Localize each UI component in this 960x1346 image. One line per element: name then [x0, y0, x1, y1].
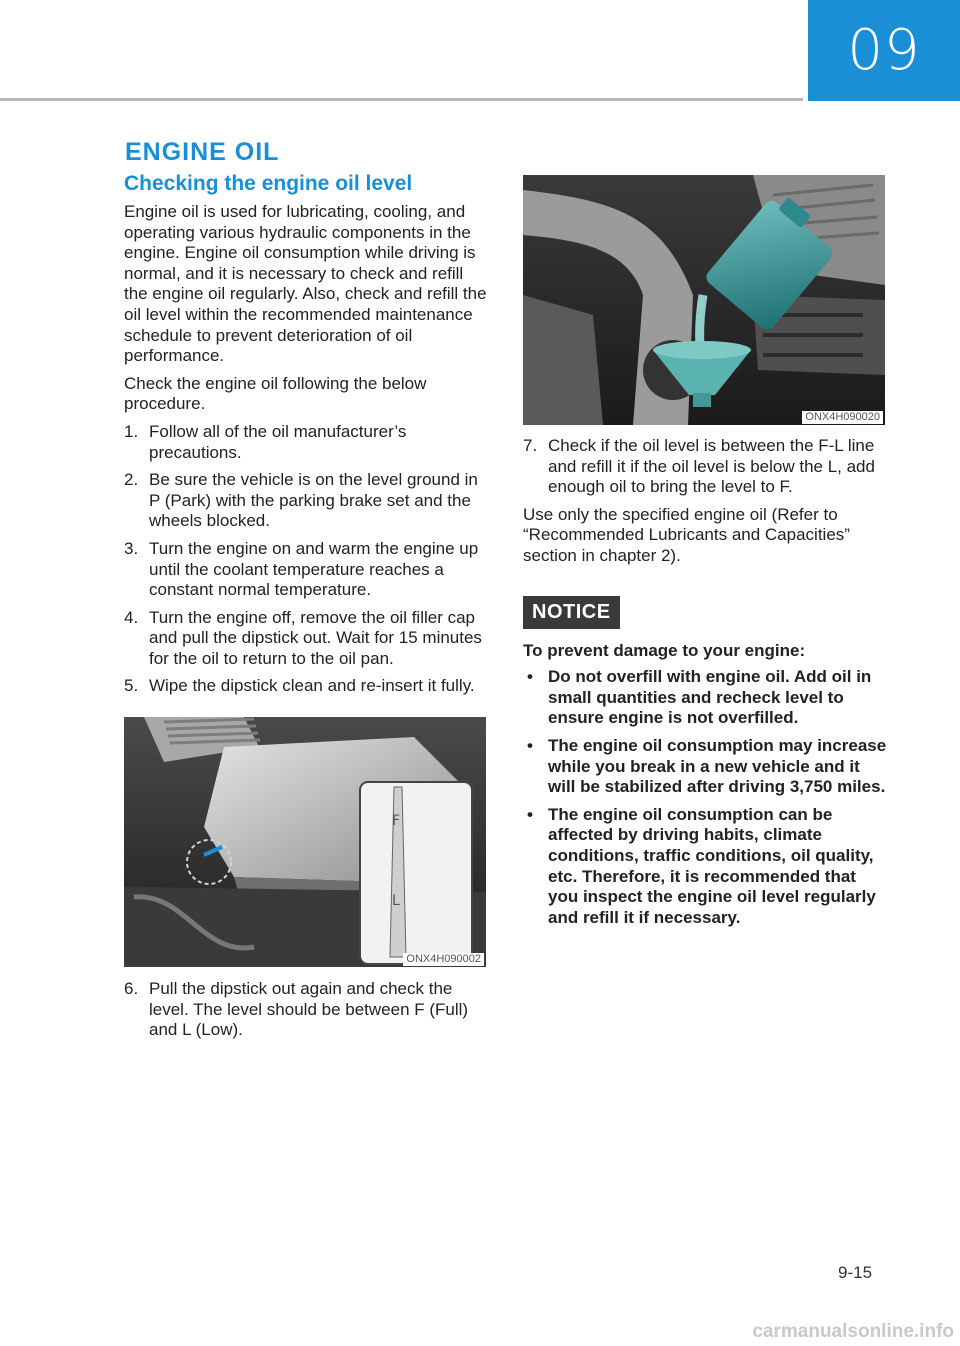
step-5 — [124, 676, 488, 697]
step-text: Follow all of the oil manufacturer’s precautions. — [149, 421, 407, 462]
header-rule — [0, 98, 803, 101]
chapter-tab: 09 — [808, 0, 960, 101]
bullet-text: The engine oil consumption can be affected by driving habits, climate conditions, traffic conditions, oil quality, etc. Therefore, it is recommended that you inspect the engine oil level regularly and refill it if necessary. — [548, 804, 876, 927]
section-title: ENGINE OIL — [125, 138, 280, 166]
step-number: 3. — [124, 538, 139, 558]
spec-paragraph: Use only the specified engine oil (Refer to “Recommended Lubricants and Capacities” section in chapter 2). — [523, 504, 850, 565]
step-number: 6. — [124, 979, 139, 999]
step-4 — [124, 608, 488, 670]
bullet-text: The engine oil consumption may increase while you break in a new vehicle and it will be stabilized after driving 3,750 miles. — [548, 735, 887, 797]
figure-code: ONX4H090020 — [802, 411, 883, 424]
notice-badge: NOTICE — [523, 596, 620, 629]
step-text: Be sure the vehicle is on the level ground in P (Park) with the parking brake set and the wheels blocked. — [149, 470, 478, 531]
step-number: 7. — [523, 436, 538, 455]
step-number: 5. — [124, 676, 139, 696]
watermark: carmanualsonline.info — [752, 1321, 954, 1342]
step-1 — [124, 422, 488, 463]
bullet-dot: • — [527, 667, 533, 687]
step-text: Pull the dipstick out again and check the level. The level should be between F (Full) and L (Low). — [149, 979, 469, 1040]
step-number: 1. — [124, 421, 139, 441]
dipstick-figure — [124, 717, 486, 967]
step-7 — [523, 436, 887, 498]
step-number: 4. — [124, 607, 139, 627]
step-text: Turn the engine on and warm the engine up until the coolant temperature reaches a constant normal temperature. — [149, 538, 479, 600]
bullet-dot: • — [527, 804, 533, 824]
subtitle: Checking the engine oil level — [124, 172, 413, 195]
f-mark: F — [392, 813, 401, 830]
step-number: 2. — [124, 470, 139, 490]
step-text: Wipe the dipstick clean and re-insert it fully. — [149, 676, 475, 696]
notice-bullet — [523, 667, 887, 729]
step-text: Check if the oil level is between the F-L line and refill it if the oil level is below the L, add enough oil to bring the level to F. — [548, 436, 875, 497]
oil-refill-illustration — [523, 175, 885, 425]
step-6 — [124, 979, 488, 1041]
notice-bullet — [523, 736, 887, 798]
bullet-text: Do not overfill with engine oil. Add oil in small quantities and recheck level to ensure engine is not overfilled. — [548, 667, 872, 728]
procedure-intro: Check the engine oil following the below procedure. — [124, 373, 427, 414]
bullet-dot: • — [527, 735, 533, 755]
step-2 — [124, 470, 488, 532]
l-mark: L — [392, 893, 400, 910]
step-text: Turn the engine off, remove the oil filler cap and pull the dipstick out. Wait for 15 minutes for the oil to return to the oil pan. — [149, 607, 482, 668]
step-3 — [124, 539, 488, 601]
oil-refill-figure — [523, 175, 885, 425]
right-column — [523, 175, 887, 935]
figure-code: ONX4H090002 — [403, 953, 484, 966]
intro-paragraph: Engine oil is used for lubricating, cooling, and operating various hydraulic components in the engine. Engine oil consumption while driving is normal, and it is necessary to check and refill the engine oil regularly. Also, check and refill the oil level within the recommended maintenance schedule to prevent deterioration of oil performance. — [124, 202, 487, 366]
page-number: 9-15 — [838, 1263, 873, 1282]
engine-dipstick-illustration — [124, 717, 486, 967]
left-column — [124, 172, 488, 1048]
notice-bullet — [523, 805, 887, 929]
notice-intro: To prevent damage to your engine: — [523, 640, 806, 660]
